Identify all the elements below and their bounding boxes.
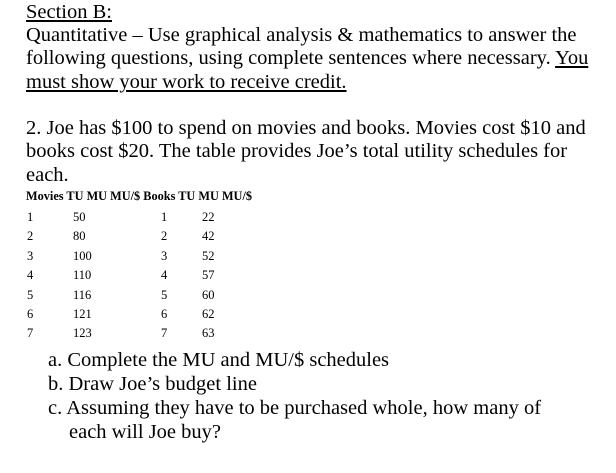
table-row (26, 229, 346, 247)
movies-tu-cell: 123 (73, 326, 92, 341)
movies-qty-cell: 1 (27, 210, 34, 224)
table-header: Movies TU MU MU/$ Books TU MU MU/$ (26, 189, 253, 203)
table-row (26, 210, 346, 228)
subquestion-b: b. Draw Joe’s budget line (48, 373, 257, 395)
movies-qty-cell: 4 (27, 268, 34, 283)
books-tu-cell: 63 (202, 326, 215, 341)
movies-tu-cell: 50 (73, 210, 86, 224)
books-qty-cell: 3 (161, 248, 168, 263)
table-row (26, 268, 346, 286)
books-qty-cell: 6 (161, 307, 168, 321)
table-row (26, 326, 346, 344)
table-row (26, 249, 346, 267)
instructions-text: Quantitative – Use graphical analysis & mathematics to answer the following questions, using complete sentences where necessary. (26, 24, 577, 70)
movies-tu-cell: 80 (73, 229, 86, 244)
books-tu-cell: 42 (202, 229, 215, 244)
movies-tu-cell: 100 (73, 248, 92, 263)
subquestion-a: a. Complete the MU and MU/$ schedules (48, 349, 390, 371)
table-row (26, 288, 346, 306)
books-qty-cell: 2 (161, 229, 168, 244)
movies-tu-cell: 121 (73, 307, 92, 321)
section-title: Section B: (26, 1, 112, 23)
movies-qty-cell: 5 (27, 287, 34, 302)
movies-qty-cell: 2 (27, 229, 34, 244)
books-qty-cell: 4 (161, 268, 168, 283)
instructions-paragraph (26, 24, 611, 94)
movies-qty-cell: 6 (27, 307, 34, 321)
movies-tu-cell: 110 (73, 268, 92, 283)
books-qty-cell: 7 (161, 326, 168, 341)
movies-qty-cell: 7 (27, 326, 34, 341)
table-row (26, 307, 346, 325)
books-tu-cell: 52 (202, 248, 215, 263)
utility-table (26, 189, 346, 349)
books-tu-cell: 60 (202, 287, 215, 302)
books-qty-cell: 5 (161, 287, 168, 302)
books-tu-cell: 62 (202, 307, 215, 321)
movies-qty-cell: 3 (27, 248, 34, 263)
question-2-text: 2. Joe has $100 to spend on movies and books. Movies cost $10 and books cost $20. The table provides Joe’s total utility schedules for each. (26, 117, 586, 186)
movies-tu-cell: 116 (73, 287, 92, 302)
books-qty-cell: 1 (161, 210, 168, 224)
books-tu-cell: 22 (202, 210, 215, 224)
subquestion-c-continued: each will Joe buy? (69, 421, 221, 443)
books-tu-cell: 57 (202, 268, 215, 283)
subquestion-c: c. Assuming they have to be purchased whole, how many of (48, 397, 542, 419)
instructions-emphasis: You must show your work to receive credit. (26, 47, 589, 93)
